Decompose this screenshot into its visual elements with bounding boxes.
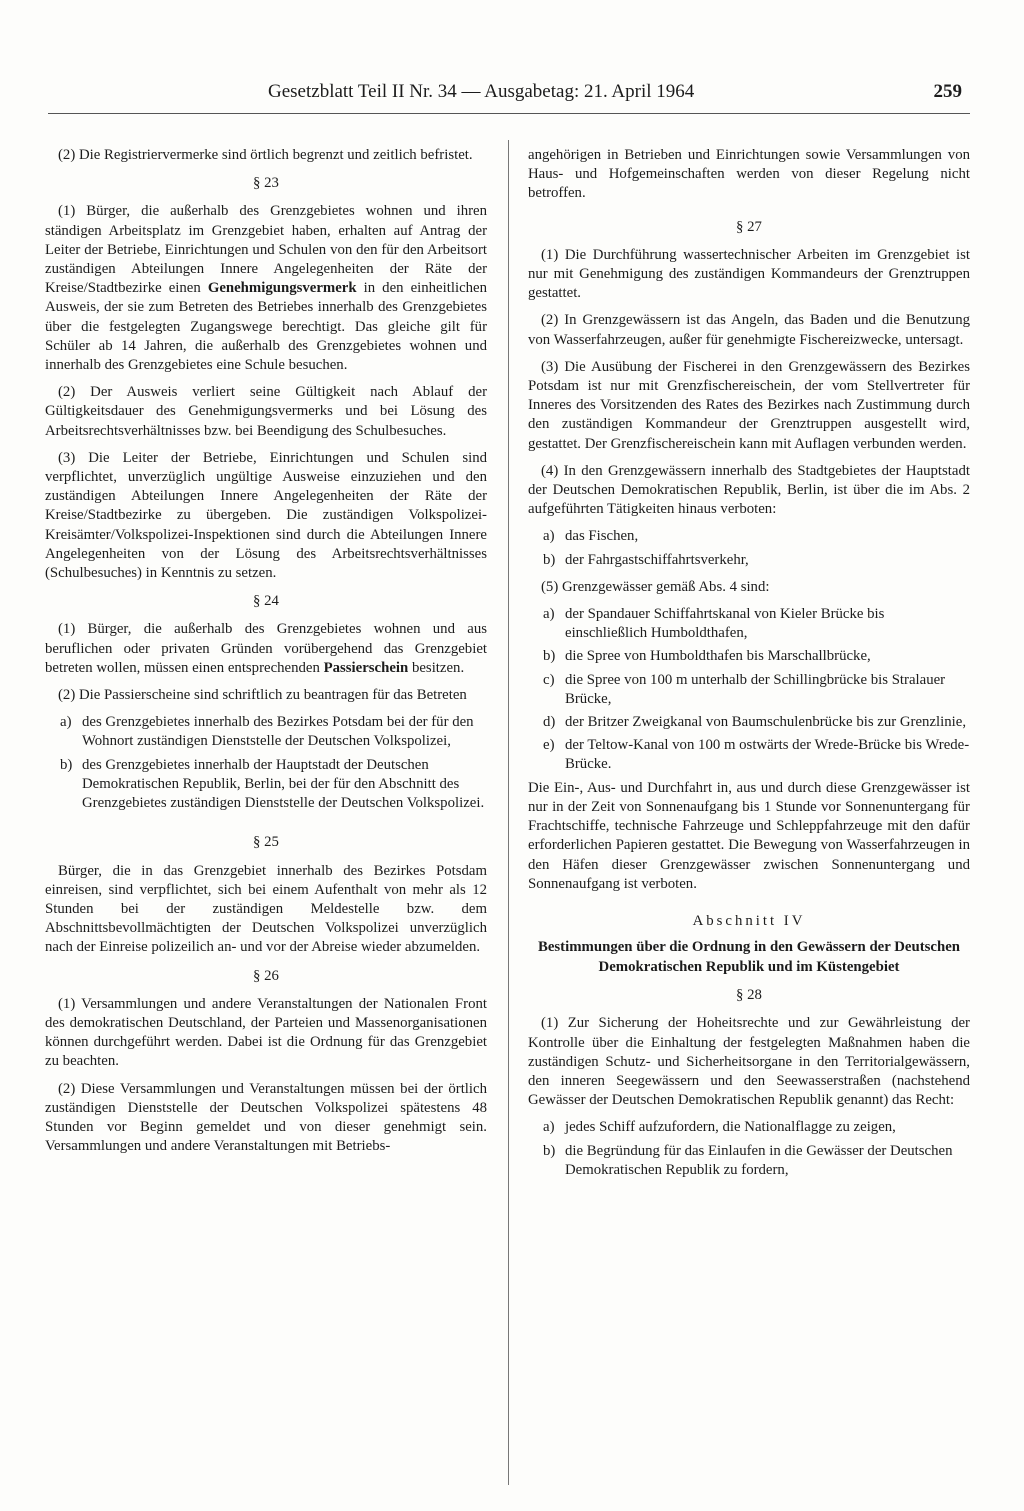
paragraph: (2) In Grenzgewässern ist das Angeln, das Baden und die Benutzung von Wasserfahrzeugen, außer für genehmigte Fischereizwecke, untersagt. (528, 312, 970, 348)
list-item: b) des Grenzgebietes innerhalb der Hauptstadt der Deutschen Demokratischen Republik, Berlin, bei der für den Abschnitt des Grenzgebietes zuständigen Dienststelle der Deutschen Volkspolizei. (60, 756, 485, 812)
paragraph: (1) Versammlungen und andere Veranstaltungen der Nationalen Front des demokratischen Deutschland, der Parteien und Massenorganisationen können durchgeführt werden. Dabei ist die Ordnung für das Grenzgebiet zu beachten. (45, 995, 487, 1070)
paragraph (45, 620, 487, 678)
list-item: b) der Fahrgastschiffahrtsverkehr, (543, 551, 749, 568)
bold-term: Passierschein (323, 659, 409, 676)
list (528, 1118, 970, 1180)
paragraph-text: (1) Bürger, die außerhalb des Grenzgebietes wohnen und aus beruflichen oder privaten Gründen vorübergehend das Grenzgebiet betreten wollen, müssen einen entsprechenden (45, 621, 487, 676)
header-rule (48, 113, 970, 114)
right-column (528, 146, 970, 1184)
section-heading-24: § 24 (253, 593, 279, 610)
list-item: b) die Begründung für das Einlaufen in die Gewässer der Deutschen Demokratischen Republik zu fordern, (543, 1142, 953, 1178)
list-item: a) der Spandauer Schiffahrtskanal von Kieler Brücke bis einschließlich Humboldthafen, (543, 606, 885, 642)
paragraph: angehörigen in Betrieben und Einrichtungen sowie Versammlungen von Haus- und Hofgemeinschaften werden von dieser Regelung nicht betroffen. (528, 147, 970, 202)
paragraph: (3) Die Ausübung der Fischerei in den Grenzgewässern des Bezirkes Potsdam ist nur mit Grenzfischereischein, der vom Stellvertreter für Inneres des Vorsitzenden des Rates des Bezirkes nach Zustimmung durch den zuständigen Kommandeur der Grenztruppen ausgestellt wird, gestattet. Der Grenzfischereischein kann mit Auflagen verbunden werden. (528, 358, 970, 452)
page-header (40, 80, 980, 110)
paragraph: (2) Die Registriervermerke sind örtlich begrenzt und zeitlich befristet. (58, 147, 473, 163)
section-heading-23: § 23 (253, 175, 279, 192)
paragraph-text: in den einheitlichen Ausweis, der sie zum Betreten des Betriebes innerhalb des Grenzgebietes über die festgelegten Zugangswege berechtigt. Das gleiche gilt für Schüler ab 14 Jahren, die außerhalb des Grenzgebietes wohnen und innerhalb des Grenzgebietes eine Schule besuchen. (45, 280, 488, 374)
list-item: e) der Teltow-Kanal von 100 m ostwärts der Wrede-Brücke bis Wrede-Brücke. (543, 737, 970, 773)
paragraph: (1) Die Durchführung wassertechnischer Arbeiten im Grenzgebiet ist nur mit Genehmigung des zuständigen Kommandeurs der Grenztruppen gestattet. (528, 246, 970, 302)
chapter-title: Bestimmungen über die Ordnung in den Gewässern der Deutschen Demokratischen Republik und im Küstengebiet (537, 939, 961, 976)
column-divider (508, 140, 509, 1485)
section-heading-27: § 27 (736, 218, 762, 235)
page-number: 259 (933, 81, 962, 102)
paragraph-text: (1) Bürger, die außerhalb des Grenzgebietes wohnen und ihren ständigen Arbeitsplatz im Grenzgebiet haben, erhalten auf Antrag der Leiter der Betriebe, Einrichtungen und Schulen von den für den Arbeitsort zuständigen Abteilungen Innere Angelegenheiten der Räte der Kreise/Stadtbezirke einen (45, 203, 487, 297)
list-item: b) die Spree von Humboldthafen bis Marschallbrücke, (543, 648, 871, 665)
paragraph: (2) Die Passierscheine sind schriftlich zu beantragen für das Betreten (58, 687, 467, 704)
section-heading-25: § 25 (253, 834, 279, 851)
paragraph: (3) Die Leiter der Betriebe, Einrichtungen und Schulen sind verpflichtet, unverzüglich ungültige Ausweise einzuziehen und den zuständigen Abteilungen Innere Angelegenheiten der Räte der Kreise/Stadtbezirke zu übergeben. Die zuständigen Volkspolizei-Kreisämter/Volkspolizei-Inspektionen sind durch die Abteilungen Innere Angelegenheiten von der Lösung des Arbeitsrechtsverhältnisses (Schulbesuches) in Kenntnis zu setzen. (45, 449, 487, 582)
list-item: c) die Spree von 100 m unterhalb der Schillingbrücke bis Stralauer Brücke, (543, 671, 946, 707)
list (528, 605, 970, 775)
paragraph: Bürger, die in das Grenzgebiet innerhalb des Bezirkes Potsdam einreisen, sind verpflichtet, sich bei einem Aufenthalt von mehr als 12 Stunden bei der zuständigen Meldestelle bzw. dem Abschnittsbevollmächtigten der Deutschen Volkspolizei unverzüglich nach der Einreise polizeilich an- und vor der Abreise wieder abzumelden. (45, 862, 487, 956)
header-title: Gesetzblatt Teil II Nr. 34 — Ausgabetag: 21. April 1964 (268, 81, 695, 102)
list-item: a) das Fischen, (543, 528, 639, 545)
paragraph-text: besitzen. (411, 659, 465, 676)
list (528, 527, 970, 569)
list-item: d) der Britzer Zweigkanal von Baumschulenbrücke bis zur Grenzlinie, (543, 714, 967, 731)
paragraph (45, 202, 487, 375)
paragraph: (5) Grenzgewässer gemäß Abs. 4 sind: (541, 578, 770, 595)
paragraph: Die Ein-, Aus- und Durchfahrt in, aus und durch diese Grenzgewässer ist nur in der Zeit von Sonnenaufgang bis 1 Stunde vor Sonnenuntergang für Frachtschiffe, technische Fahrzeuge und Schleppfahrzeuge mit den dafür erforderlichen Papieren gestattet. Die Bewegung von Wasserfahrzeugen in den Häfen dieser Grenzgewässer zwischen Sonnenuntergang und Sonnenaufgang ist verboten. (528, 779, 970, 892)
list-item: a) des Grenzgebietes innerhalb des Bezirkes Potsdam bei der für den Wohnort zuständigen Dienststelle der Deutschen Volkspolizei, (60, 714, 474, 750)
paragraph: (2) Diese Versammlungen und Veranstaltungen müssen bei der örtlich zuständigen Dienststelle der Deutschen Volkspolizei spätestens 48 Stunden vor Beginn gemeldet und von dieser genehmigt sein. Versammlungen und andere Veranstaltungen mit Betriebs- (45, 1080, 487, 1155)
paragraph: (1) Zur Sicherung der Hoheitsrechte und zur Gewährleistung der Kontrolle über die Einhaltung der festgelegten Maßnahmen haben die zuständigen Schutz- und Sicherheitsorgane in den Territorialgewässern, den inneren Seegewässern und den Seewasserstraßen (nachstehend Gewässer der Deutschen Demokratischen Republik genannt) das Recht: (528, 1015, 970, 1109)
list-item: a) jedes Schiff aufzufordern, die Nationalflagge zu zeigen, (543, 1119, 896, 1136)
list (45, 713, 487, 813)
chapter-label: Abschnitt IV (692, 912, 806, 929)
section-heading-28: § 28 (736, 987, 762, 1004)
section-heading-26: § 26 (253, 967, 279, 984)
paragraph: (2) Der Ausweis verliert seine Gültigkeit nach Ablauf der Gültigkeitsdauer des Genehmigungsvermerks und bei Lösung des Arbeitsrechtsverhältnisses bzw. bei Beendigung des Schulbesuches. (45, 384, 487, 439)
paragraph: (4) In den Grenzgewässern innerhalb des Stadtgebietes der Hauptstadt der Deutschen Demokratischen Republik, Berlin, ist über die im Abs. 2 aufgeführten Tätigkeiten hinaus verboten: (528, 462, 970, 518)
left-column (45, 146, 487, 1164)
bold-term: Genehmigungsvermerk (207, 280, 357, 297)
